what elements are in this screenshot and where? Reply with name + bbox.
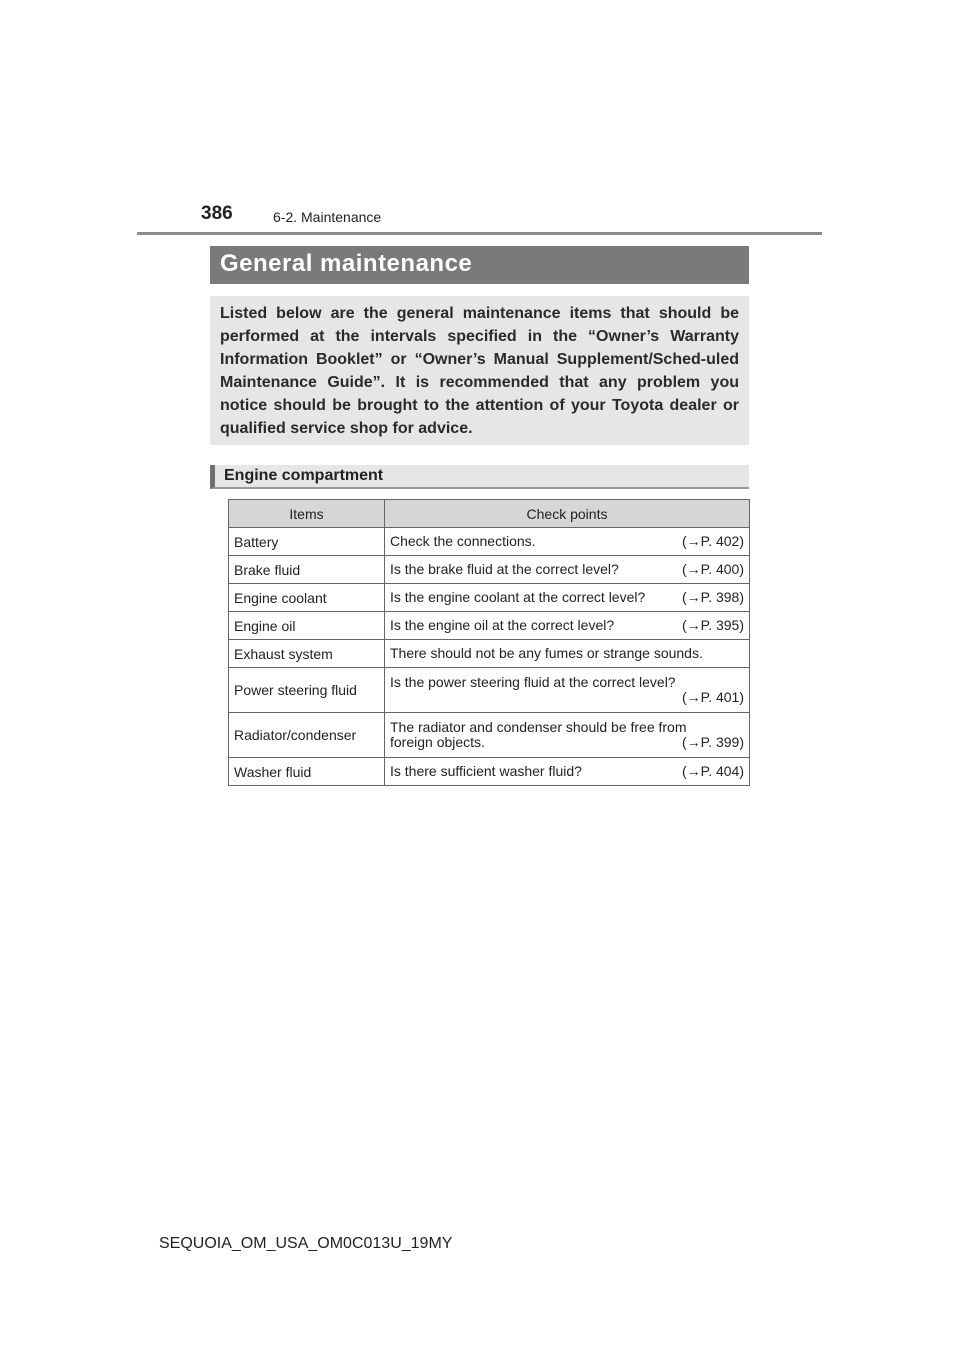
table-row [229,584,750,612]
check-text: Is the engine oil at the correct level? [390,617,615,633]
page-number: 386 [201,203,233,224]
check-cell [385,713,750,758]
check-text: The radiator and condenser should be free from [390,719,687,735]
item-cell: Engine oil [229,612,385,640]
item-cell: Washer fluid [229,758,385,786]
item-cell: Radiator/condenser [229,713,385,758]
check-text: There should not be any fumes or strange sounds. [390,645,703,661]
item-cell: Engine coolant [229,584,385,612]
intro-box [210,296,749,445]
table-row [229,758,750,786]
section-title-bar [210,246,749,284]
check-cell [385,640,750,668]
page-reference: (→P. 401) [682,689,744,705]
page-reference: (→P. 404) [682,763,744,779]
table-row [229,528,750,556]
table-row [229,612,750,640]
section-reference: 6-2. Maintenance [273,209,382,225]
column-header-items: Items [229,500,385,528]
check-cell [385,528,750,556]
item-cell: Power steering fluid [229,668,385,713]
check-text-continued: foreign objects. [390,734,485,750]
check-cell [385,612,750,640]
page-title: General maintenance [220,250,473,277]
table-row [229,556,750,584]
table-header-row [229,500,750,528]
document-id-footer: SEQUOIA_OM_USA_OM0C013U_19MY [159,1235,453,1252]
column-header-check-points: Check points [385,500,750,528]
page-reference: (→P. 395) [682,617,744,633]
table-row [229,713,750,758]
subheading-bar [210,465,749,489]
item-cell: Battery [229,528,385,556]
subheading-engine-compartment: Engine compartment [224,467,384,484]
item-cell: Exhaust system [229,640,385,668]
check-cell [385,668,750,713]
check-text: Is there sufficient washer fluid? [390,763,582,779]
intro-text: Listed below are the general maintenance items that should be performed at the intervals specified in the “Owner’s Warranty Information Booklet” or “Owner’s Manual Supplement/Sched-uled Maintenance Guide”. It is recommended that any problem you notice should be brought to the attention of your Toyota dealer or qualified service shop for advice. [220,305,739,437]
check-text: Is the engine coolant at the correct level? [390,589,646,605]
item-cell: Brake fluid [229,556,385,584]
check-cell [385,758,750,786]
check-cell [385,556,750,584]
check-text: Is the power steering fluid at the correct level? [390,674,676,690]
page-reference: (→P. 398) [682,589,744,605]
page-reference: (→P. 400) [682,561,744,577]
page-reference: (→P. 399) [682,734,744,750]
check-cell [385,584,750,612]
table-row [229,668,750,713]
header-divider [137,232,822,235]
page-reference: (→P. 402) [682,533,744,549]
table-row [229,640,750,668]
check-text: Check the connections. [390,533,536,549]
check-text: Is the brake fluid at the correct level? [390,561,619,577]
maintenance-table [228,499,750,786]
